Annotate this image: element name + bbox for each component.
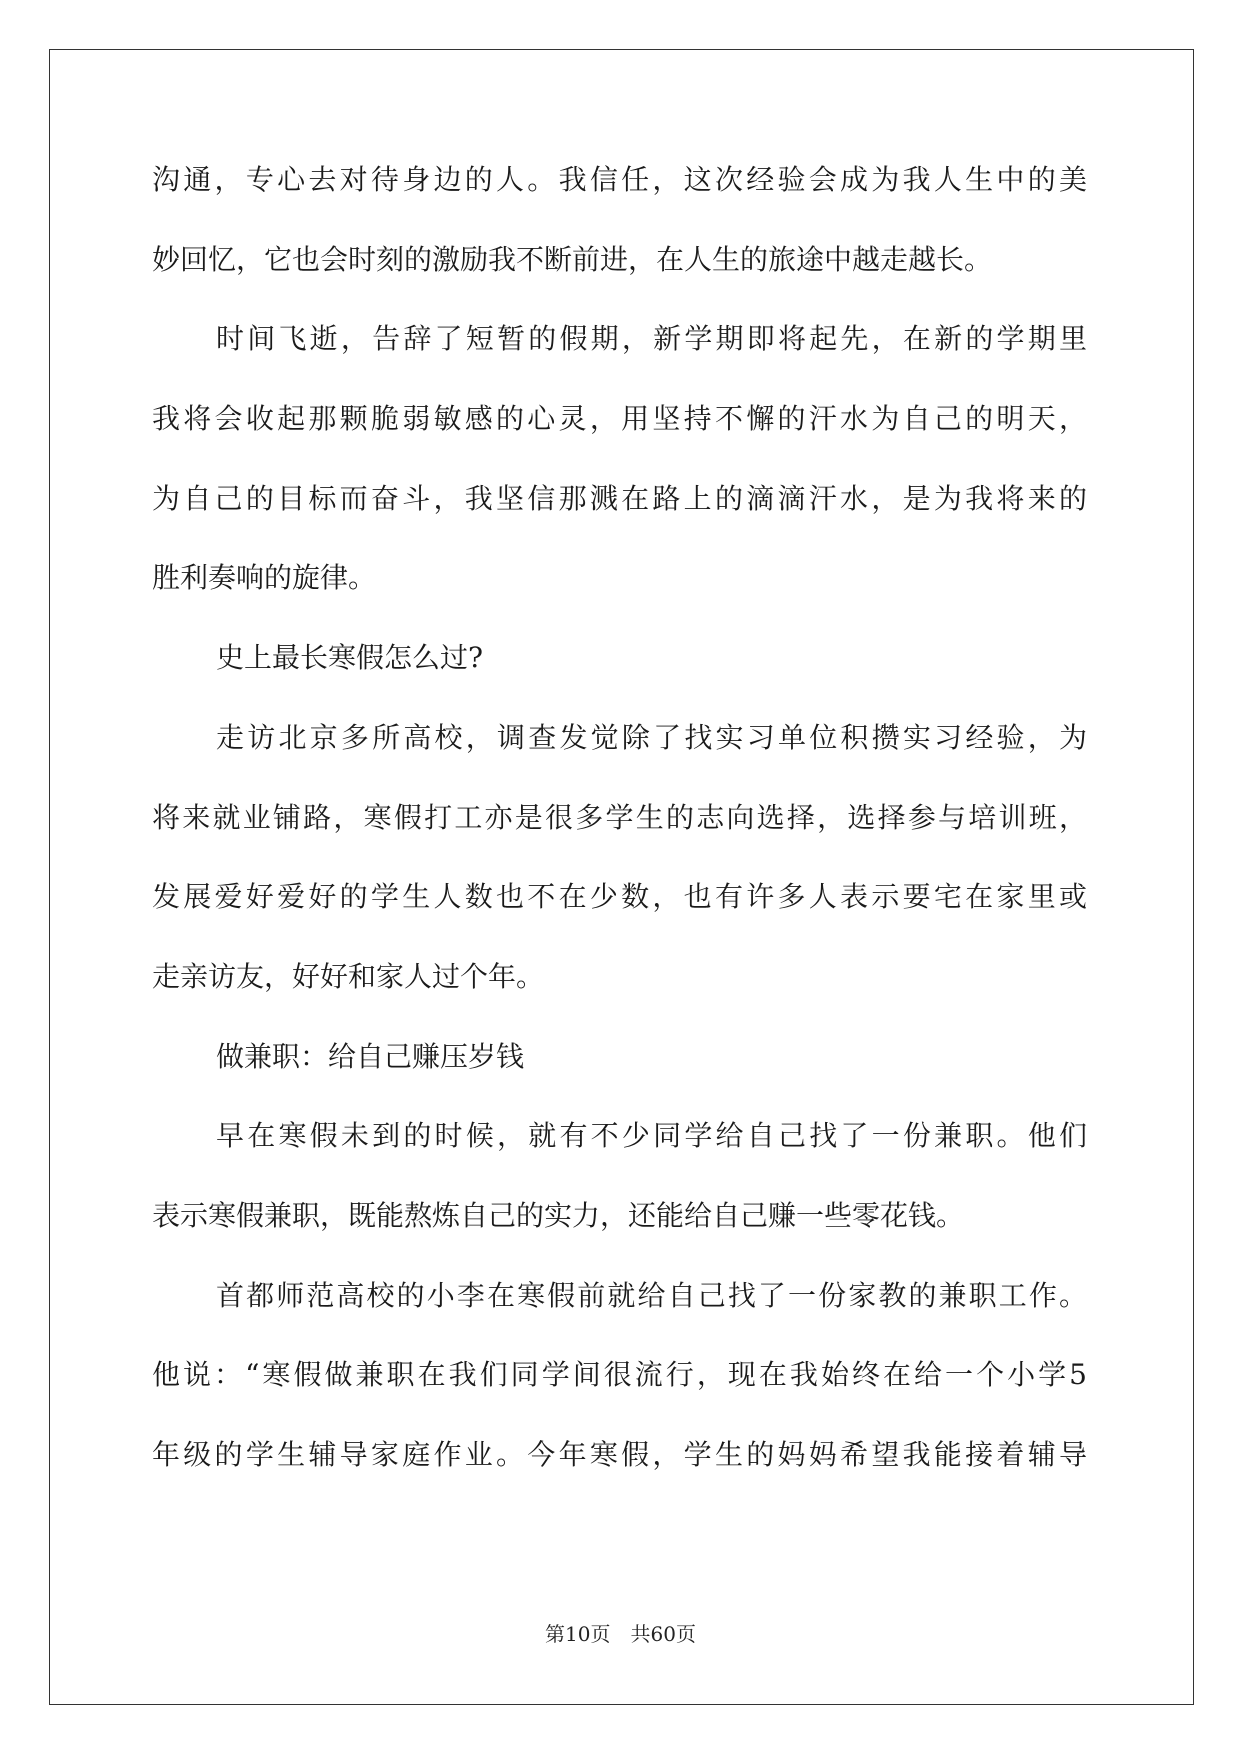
document-body [152, 160, 1087, 1515]
text-line: 沟通，专心去对待身边的人。我信任，这次经验会成为我人生中的美 [152, 163, 1087, 196]
text-line: 为自己的目标而奋斗，我坚信那溅在路上的滴滴汗水，是为我将来的 [152, 481, 1087, 515]
paragraph-start-line: 首都师范高校的小李在寒假前就给自己找了一份家教的兼职工作。 [216, 1278, 1087, 1312]
paragraph-start-line: 走访北京多所高校，调查发觉除了找实习单位积攒实习经验，为 [216, 720, 1087, 754]
section-heading: 做兼职：给自己赚压岁钱 [216, 1039, 525, 1073]
text-line: 妙回忆，它也会时刻的激励我不断前进，在人生的旅途中越走越长。 [152, 242, 993, 276]
page-number: 第10页 [545, 1622, 611, 1646]
text-line: 发展爱好爱好的学生人数也不在少数，也有许多人表示要宅在家里或 [152, 880, 1087, 914]
text-line: 胜利奏响的旋律。 [152, 561, 377, 595]
text-line: 他说：“寒假做兼职在我们同学间很流行，现在我始终在给一个小学5 [152, 1358, 1087, 1392]
page-footer [0, 1620, 1241, 1648]
text-line: 表示寒假兼职，既能熬炼自己的实力，还能给自己赚一些零花钱。 [152, 1198, 965, 1232]
page-total: 共60页 [630, 1622, 696, 1646]
text-line: 年级的学生辅导家庭作业。今年寒假，学生的妈妈希望我能接着辅导 [152, 1438, 1087, 1471]
paragraph-start-line: 早在寒假未到的时候，就有不少同学给自己找了一份兼职。他们 [216, 1119, 1087, 1153]
text-line: 走亲访友，好好和家人过个年。 [152, 959, 545, 993]
text-line: 将来就业铺路，寒假打工亦是很多学生的志向选择，选择参与培训班， [152, 800, 1087, 834]
section-heading: 史上最长寒假怎么过? [216, 641, 484, 675]
paragraph-start-line: 时间飞逝，告辞了短暂的假期，新学期即将起先，在新的学期里 [216, 322, 1087, 356]
text-line: 我将会收起那颗脆弱敏感的心灵，用坚持不懈的汗水为自己的明天， [152, 402, 1087, 436]
